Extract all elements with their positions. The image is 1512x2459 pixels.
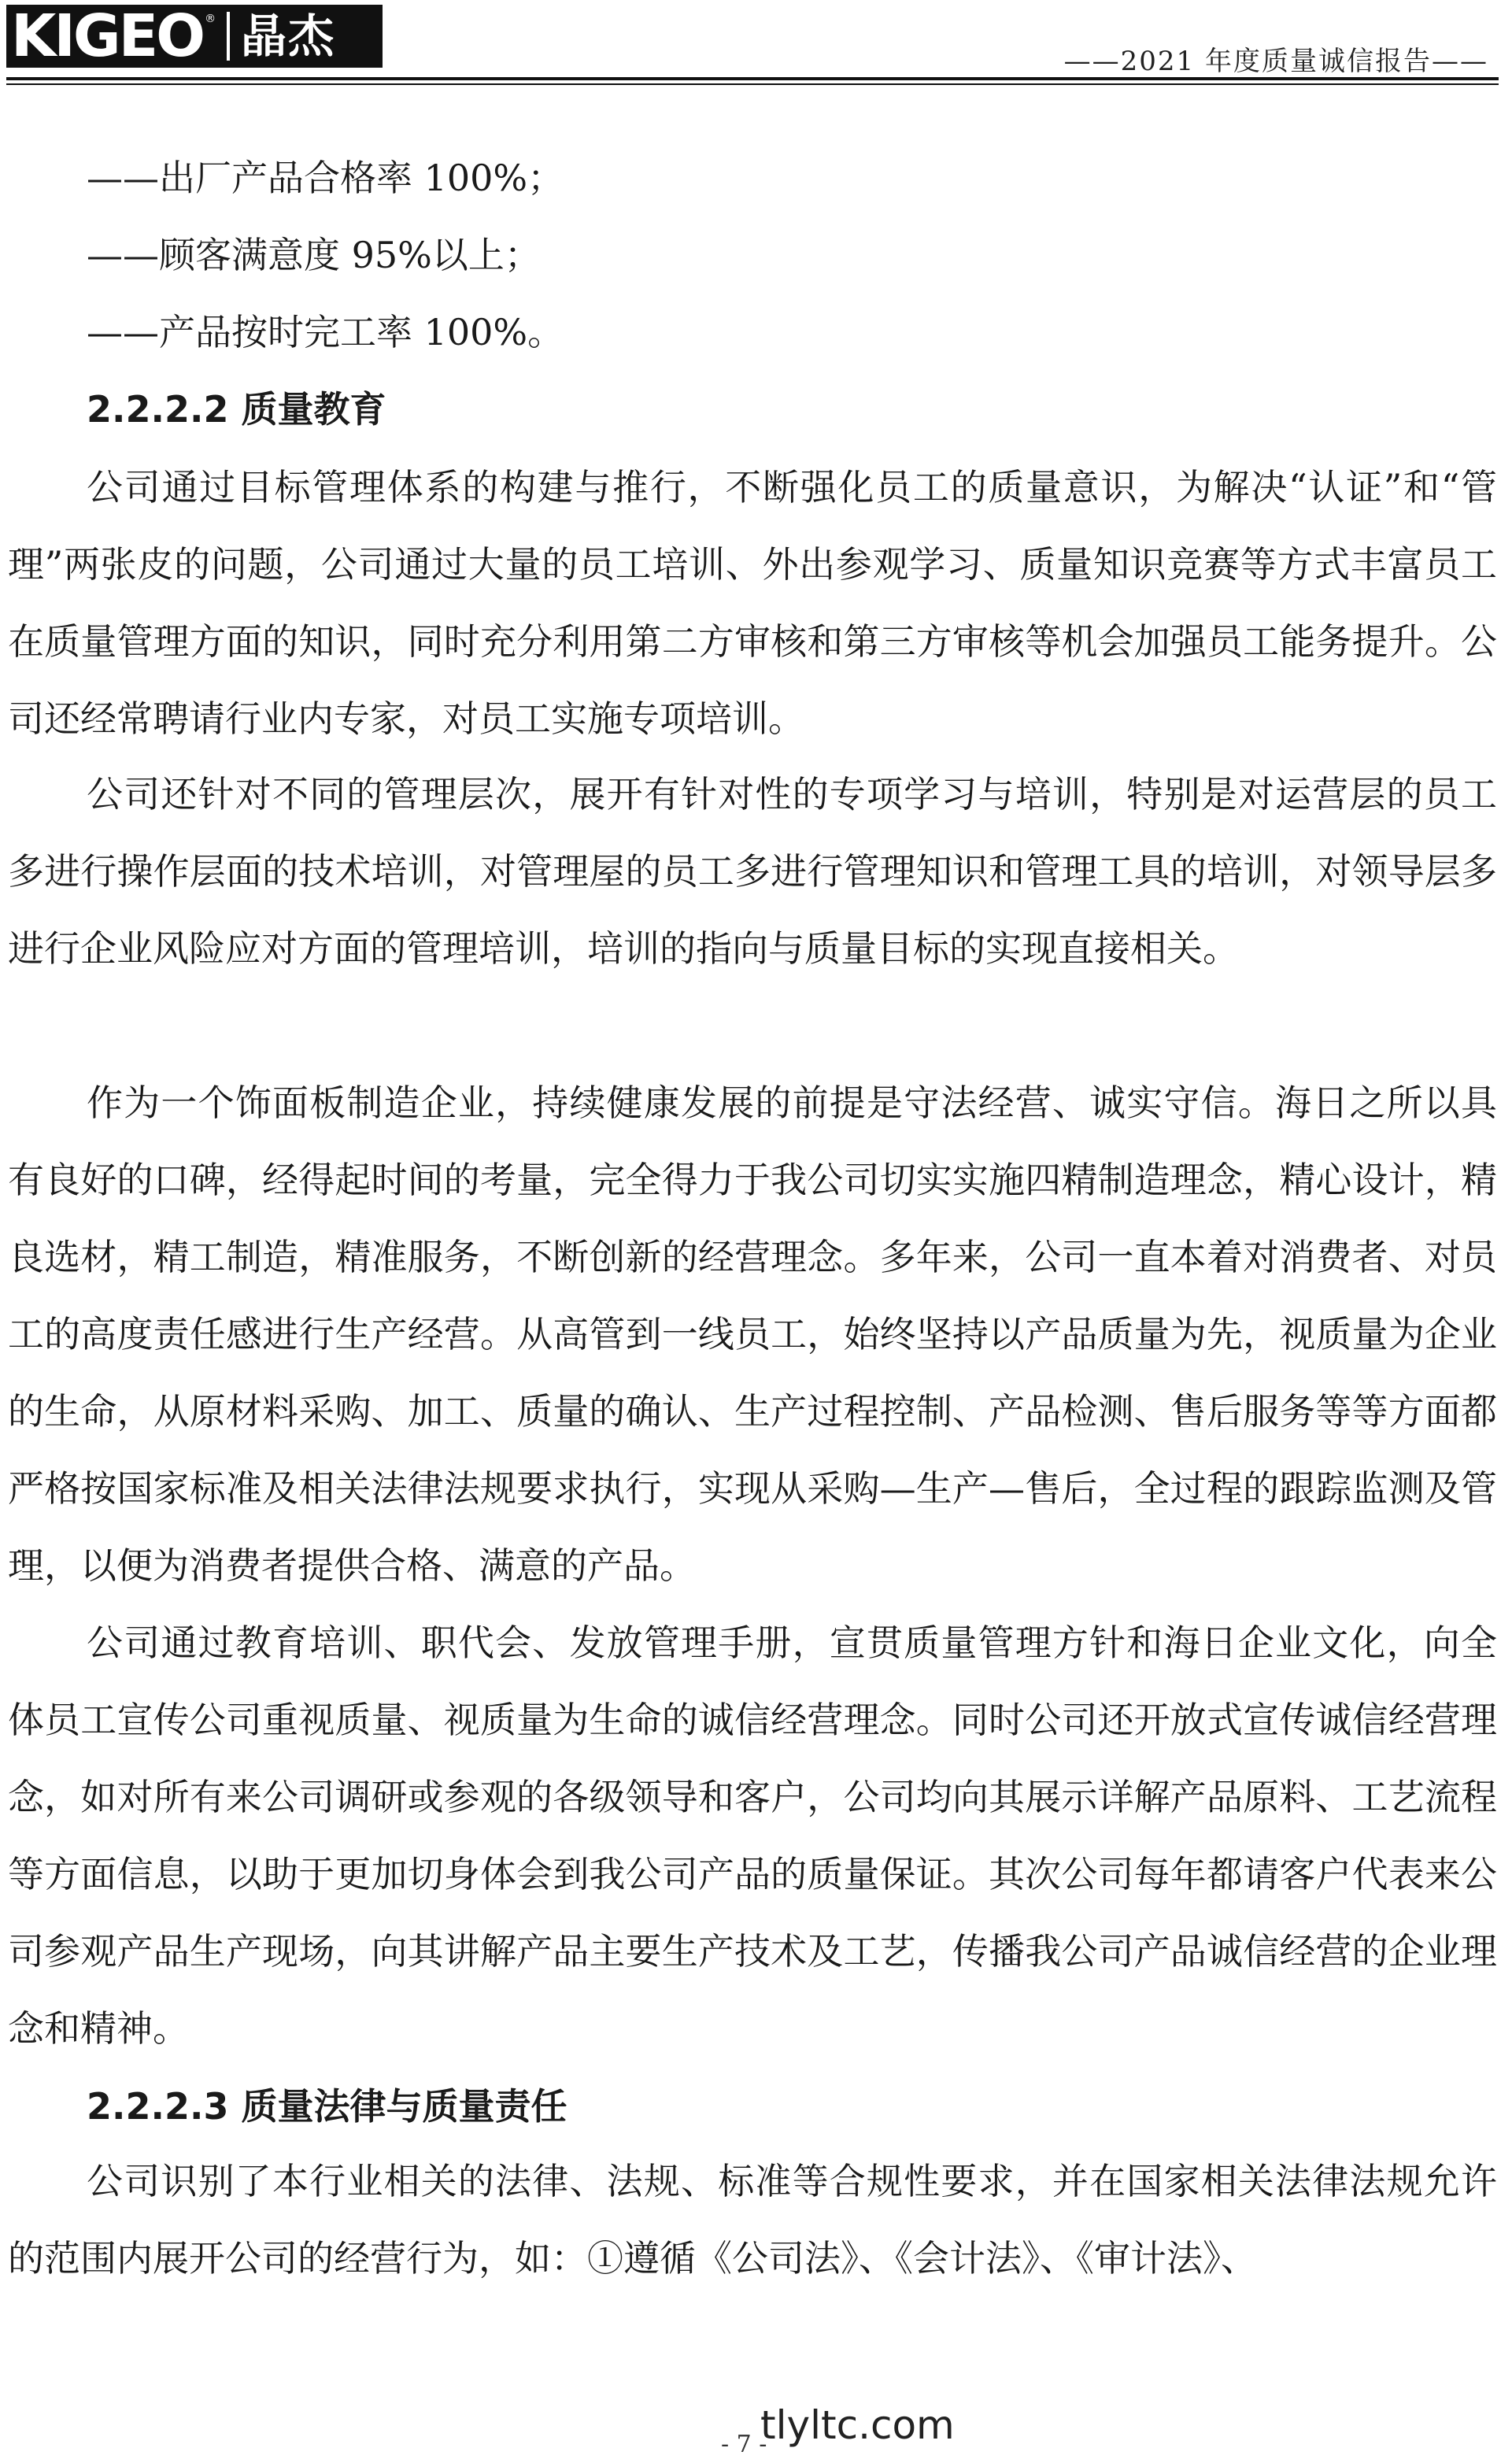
header-rule-thin bbox=[6, 83, 1499, 85]
logo-text-cn: 晶杰 bbox=[241, 9, 336, 63]
section-heading-quality-law: 2.2.2.3 质量法律与质量责任 bbox=[87, 2085, 567, 2128]
bullet-satisfaction: ——顾客满意度 95%以上； bbox=[87, 234, 541, 276]
logo-text-en: KIGEO bbox=[11, 2, 204, 70]
logo-divider bbox=[227, 12, 230, 61]
paragraph-quality-education bbox=[8, 449, 1497, 757]
logo-registered-mark: ® bbox=[205, 13, 216, 25]
paragraph-text: 作为一个饰面板制造企业，持续健康发展的前提是守法经营、诚实守信。海日之所以具有良好的口碑，经得起时间的考量，完全得力于我公司切实实施四精制造理念，精心设计，精良选材，精工制造，精准服务，不断创新的经营理念。多年来，公司一直本着对消费者、对员工的高度责任感进行生产经营。从高管到一线员工，始终坚持以产品质量为先，视质量为企业的生命，从原材料采购、加工、质量的确认、生产过程控制、产品检测、售后服务等等方面都严格按国家标准及相关法律法规要求执行，实现从采购—生产—售后，全过程的跟踪监测及管理，以便为消费者提供合格、满意的产品。 bbox=[8, 1082, 1497, 1587]
section-heading-quality-education: 2.2.2.2 质量教育 bbox=[87, 388, 386, 431]
paragraph-publicity bbox=[8, 1604, 1497, 2067]
bullet-on-time-rate: ——产品按时完工率 100%。 bbox=[87, 311, 564, 353]
page-number: - 7 - bbox=[721, 2431, 767, 2458]
paragraph-compliance bbox=[8, 2143, 1497, 2297]
page-header bbox=[0, 0, 1512, 88]
paragraph-training-levels bbox=[8, 756, 1497, 987]
company-logo bbox=[6, 2, 383, 70]
paragraph-text: 公司还针对不同的管理层次，展开有针对性的专项学习与培训，特别是对运营层的员工多进行操作层面的技术培训，对管理屋的员工多进行管理知识和管理工具的培训，对领导层多进行企业风险应对方面的管理培训，培训的指向与质量目标的实现直接相关。 bbox=[8, 773, 1497, 970]
bullet-pass-rate: ——出厂产品合格率 100%； bbox=[87, 157, 564, 199]
watermark-site: tlyltc.com bbox=[760, 2402, 955, 2448]
paragraph-text: 公司识别了本行业相关的法律、法规、标准等合规性要求，并在国家相关法律法规允许的范围内展开公司的经营行为，如：①遵循《公司法》、《会计法》、《审计法》、 bbox=[8, 2160, 1497, 2280]
paragraph-integrity bbox=[8, 1064, 1497, 1604]
header-rule-thick bbox=[6, 77, 1499, 80]
report-title: ——2021 年度质量诚信报告—— bbox=[1063, 46, 1488, 77]
paragraph-text: 公司通过目标管理体系的构建与推行，不断强化员工的质量意识，为解决“认证”和“管理”两张皮的问题，公司通过大量的员工培训、外出参观学习、质量知识竞赛等方式丰富员工在质量管理方面的知识，同时充分利用第二方审核和第三方审核等机会加强员工能务提升。公司还经常聘请行业内专家，对员工实施专项培训。 bbox=[8, 466, 1497, 740]
paragraph-text: 公司通过教育培训、职代会、发放管理手册，宣贯质量管理方针和海日企业文化，向全体员工宣传公司重视质量、视质量为生命的诚信经营理念。同时公司还开放式宣传诚信经营理念，如对所有来公司调研或参观的各级领导和客户，公司均向其展示详解产品原料、工艺流程等方面信息，以助于更加切身体会到我公司产品的质量保证。其次公司每年都请客户代表来公司参观产品生产现场，向其讲解产品主要生产技术及工艺，传播我公司产品诚信经营的企业理念和精神。 bbox=[8, 1621, 1497, 2050]
